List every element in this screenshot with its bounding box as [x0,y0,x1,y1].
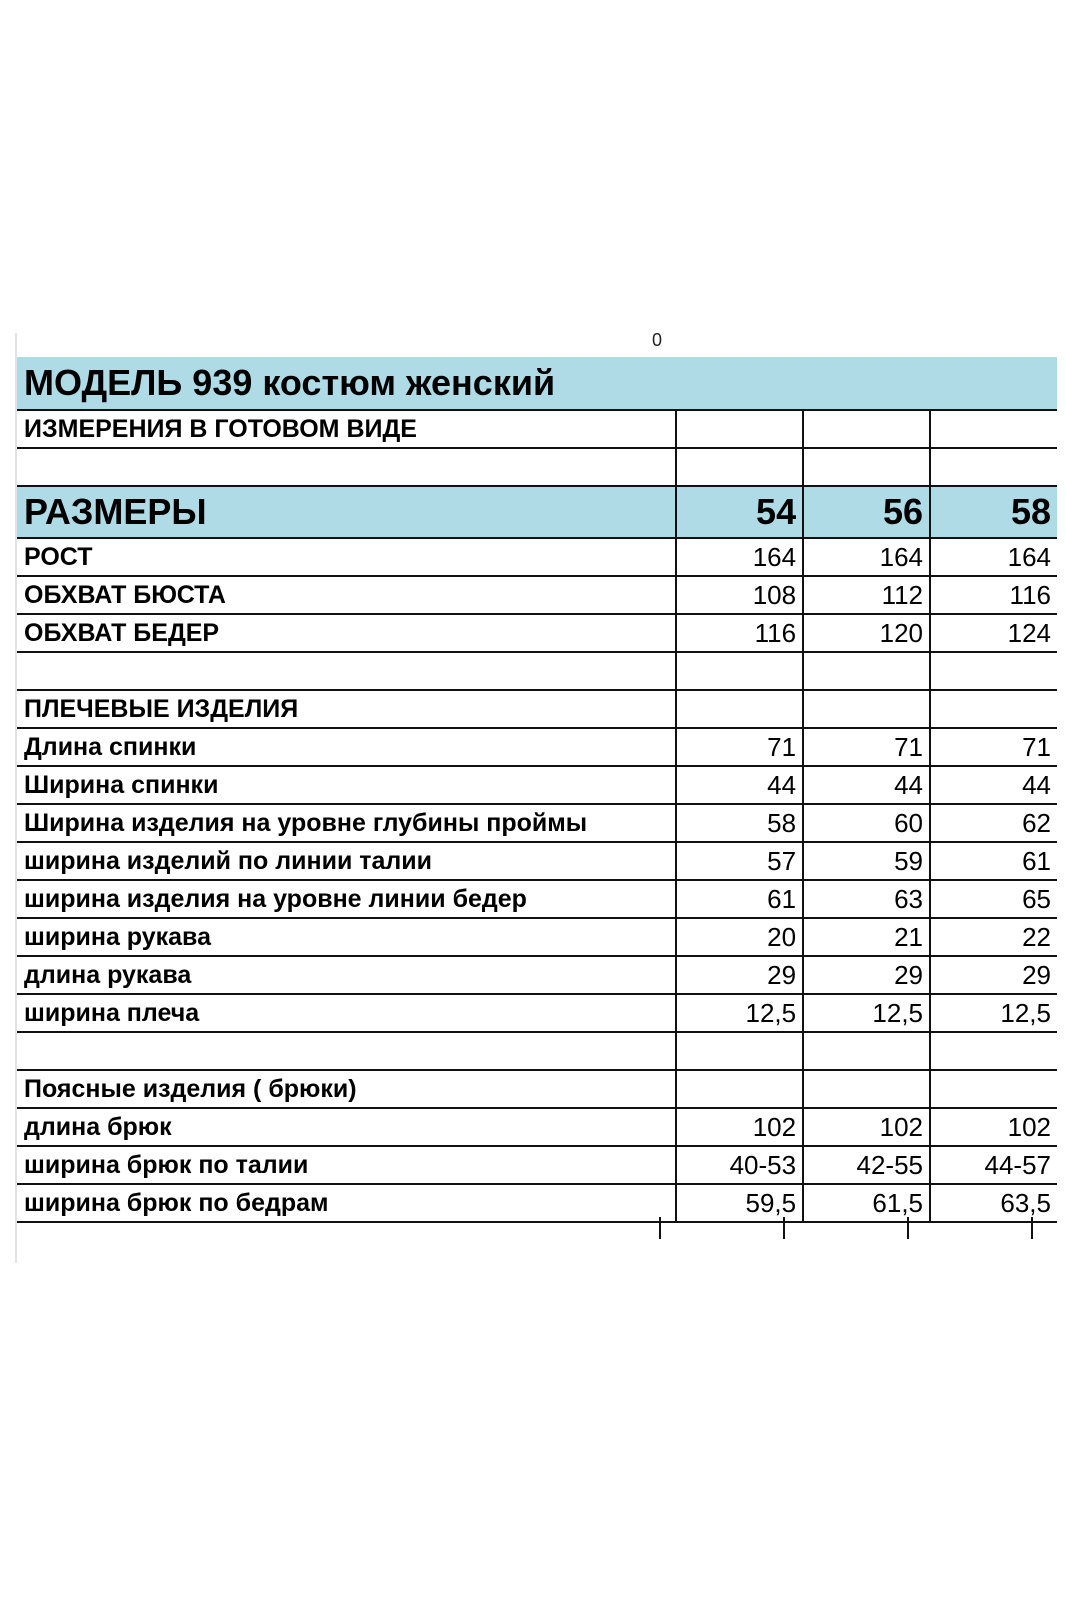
sheet-top-row [0,330,1066,357]
trailing-gridline [907,1217,909,1239]
waist-section-label: Поясные изделия ( брюки) [17,1070,676,1108]
row-value: 57 [676,842,803,880]
row-value: 116 [930,576,1057,614]
row-value: 124 [930,614,1057,652]
row-value: 44 [676,766,803,804]
row-value: 44-57 [930,1146,1057,1184]
table-row [17,918,1057,956]
section-header-row [17,690,1057,728]
model-title: МОДЕЛЬ 939 костюм женский [17,357,1057,410]
row-label: РОСТ [17,538,676,576]
row-value: 71 [930,728,1057,766]
row-value: 71 [676,728,803,766]
row-label: ширина рукава [17,918,676,956]
row-value: 20 [676,918,803,956]
table-row [17,804,1057,842]
sizes-header-row [17,486,1057,538]
table-row [17,994,1057,1032]
trailing-gridline [783,1217,785,1239]
table-row [17,1146,1057,1184]
subtitle-cell: ИЗМЕРЕНИЯ В ГОТОВОМ ВИДЕ [17,410,676,448]
row-label: Ширина изделия на уровне глубины проймы [17,804,676,842]
size-54: 54 [676,486,803,538]
row-label: длина брюк [17,1108,676,1146]
table-row [17,1184,1057,1222]
table-row [17,842,1057,880]
row-value: 164 [930,538,1057,576]
trailing-gridline [1031,1217,1033,1239]
row-value: 58 [676,804,803,842]
row-value: 59,5 [676,1184,803,1222]
row-label: Длина спинки [17,728,676,766]
table-row [17,576,1057,614]
trailing-gridline [659,1217,661,1239]
row-value: 22 [930,918,1057,956]
row-value: 108 [676,576,803,614]
row-value: 164 [676,538,803,576]
row-label: ОБХВАТ БЮСТА [17,576,676,614]
table-row [17,1108,1057,1146]
row-value: 44 [930,766,1057,804]
empty-row [17,652,1057,690]
empty-row [17,448,1057,486]
row-value: 71 [803,728,930,766]
table-row [17,728,1057,766]
sizes-label: РАЗМЕРЫ [17,486,676,538]
row-label: ширина плеча [17,994,676,1032]
row-value: 29 [930,956,1057,994]
row-label: ширина брюк по талии [17,1146,676,1184]
row-value: 61 [676,880,803,918]
row-label: ширина изделия на уровне линии бедер [17,880,676,918]
table-row [17,880,1057,918]
shoulder-section-label: ПЛЕЧЕВЫЕ ИЗДЕЛИЯ [17,690,676,728]
row-value: 65 [930,880,1057,918]
size-chart-sheet [0,330,1066,1263]
measurements-table [17,357,1057,1223]
section-header-row [17,1070,1057,1108]
row-value: 61,5 [803,1184,930,1222]
title-row [17,357,1057,410]
row-value: 116 [676,614,803,652]
row-value: 102 [676,1108,803,1146]
row-value: 60 [803,804,930,842]
size-58: 58 [930,486,1057,538]
row-value: 63,5 [930,1184,1057,1222]
row-value: 63 [803,880,930,918]
subtitle-row [17,410,1057,448]
row-value: 21 [803,918,930,956]
row-value: 12,5 [930,994,1057,1032]
row-value: 12,5 [676,994,803,1032]
row-label: ширина изделий по линии талии [17,842,676,880]
row-label: Ширина спинки [17,766,676,804]
row-value: 120 [803,614,930,652]
row-value: 61 [930,842,1057,880]
table-row [17,956,1057,994]
row-label: длина рукава [17,956,676,994]
row-value: 42-55 [803,1146,930,1184]
row-value: 29 [676,956,803,994]
row-value: 62 [930,804,1057,842]
table-row [17,538,1057,576]
row-value: 29 [803,956,930,994]
row-value: 112 [803,576,930,614]
row-value: 102 [930,1108,1057,1146]
row-value: 102 [803,1108,930,1146]
table-row [17,614,1057,652]
row-value: 164 [803,538,930,576]
table-row [17,766,1057,804]
row-label: ширина брюк по бедрам [17,1184,676,1222]
empty-row [17,1032,1057,1070]
row-value: 44 [803,766,930,804]
row-value: 59 [803,842,930,880]
top-cell-fragment: 0 [652,330,663,350]
row-value: 40-53 [676,1146,803,1184]
row-value: 12,5 [803,994,930,1032]
size-56: 56 [803,486,930,538]
row-label: ОБХВАТ БЕДЕР [17,614,676,652]
